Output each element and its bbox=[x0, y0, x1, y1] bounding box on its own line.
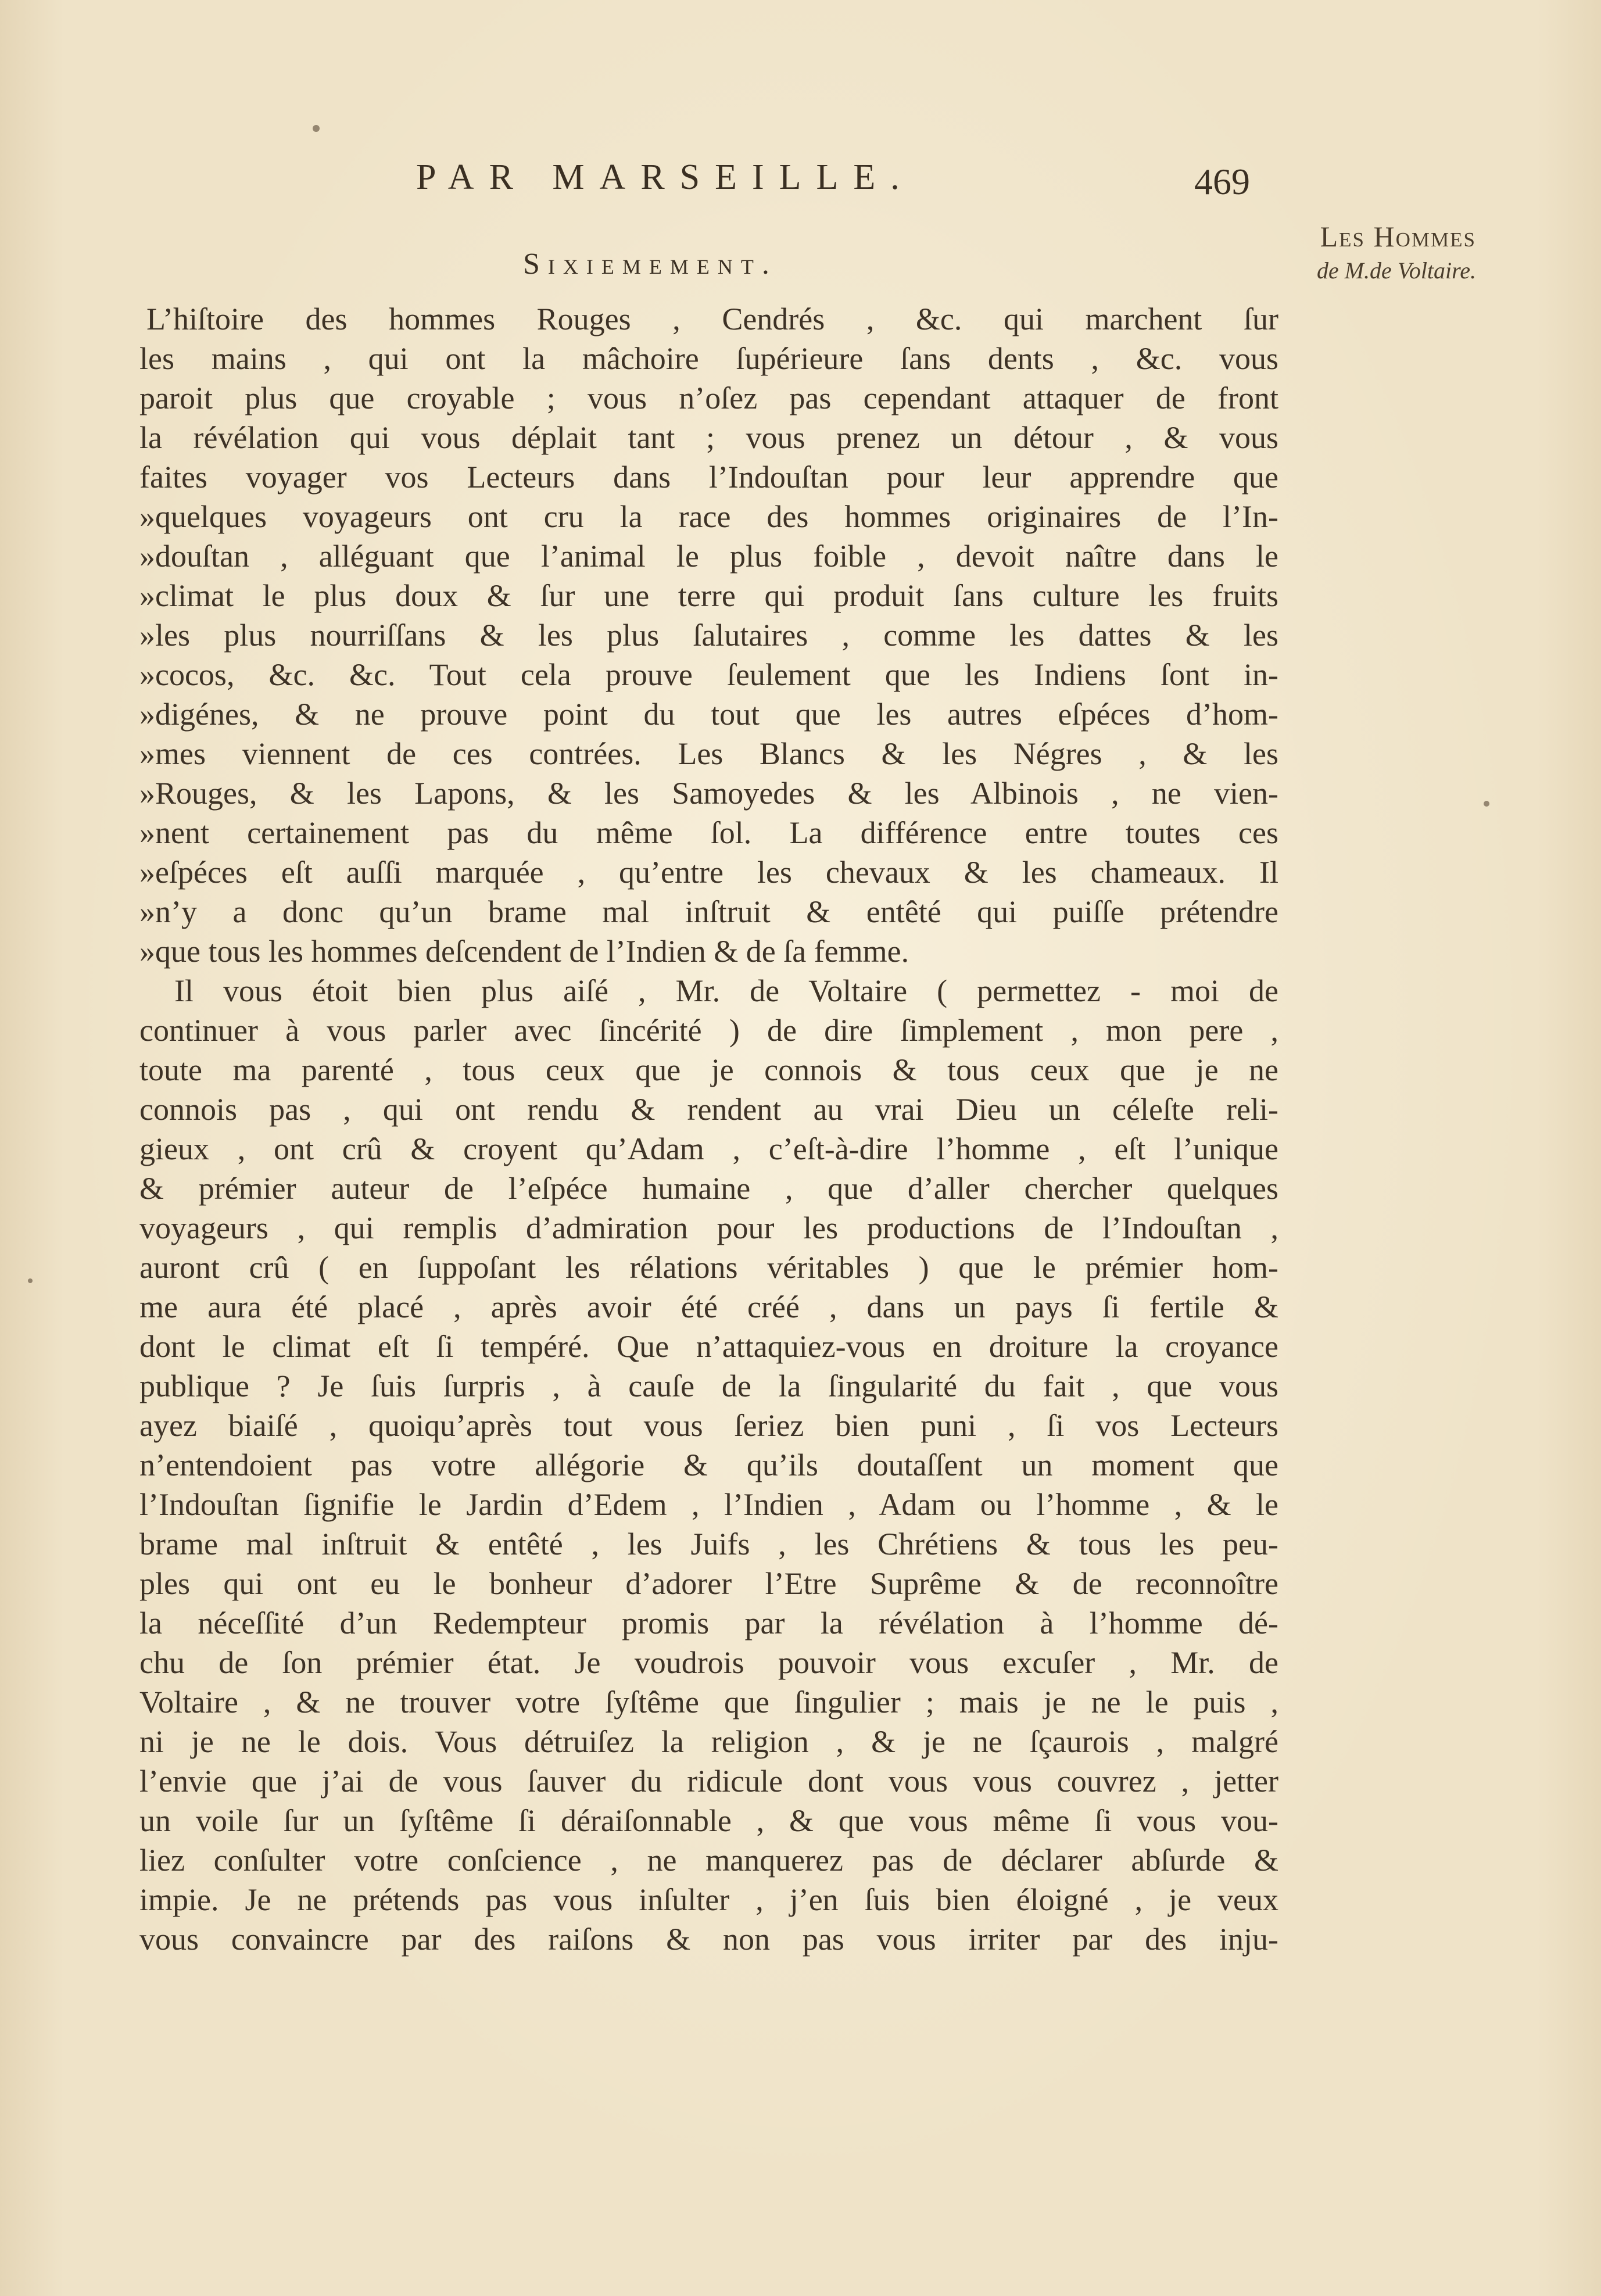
text-line: »eſpéces eſt auſſi marquée , qu’entre les chevaux & les chameaux. Il bbox=[139, 855, 1278, 890]
text-line: voyageurs , qui remplis d’admiration pour les productions de l’Indouſtan , bbox=[139, 1210, 1278, 1245]
page-number: 469 bbox=[1194, 161, 1250, 202]
margin-note bbox=[1270, 220, 1479, 284]
text-line: vous convaincre par des raiſons & non pas vous irriter par des inju- bbox=[139, 1922, 1278, 1957]
text-line: »les plus nourriſſans & les plus ſalutaires , comme les dattes & les bbox=[139, 618, 1278, 653]
section-heading: Sixiemement. bbox=[523, 248, 778, 281]
text-line: »digénes, & ne prouve point du tout que les autres eſpéces d’hom- bbox=[139, 697, 1278, 732]
text-line: ni je ne le dois. Vous détruiſez la religion , & je ne ſçaurois , malgré bbox=[139, 1724, 1278, 1759]
paper-speck bbox=[1484, 801, 1489, 807]
text-line: Voltaire , & ne trouver votre ſyſtême que ſingulier ; mais je ne le puis , bbox=[139, 1685, 1278, 1720]
text-line: Il vous étoit bien plus aiſé , Mr. de Voltaire ( permettez - moi de bbox=[174, 973, 1278, 1008]
text-line: »mes viennent de ces contrées. Les Blancs & les Négres , & les bbox=[139, 736, 1278, 771]
text-line: impie. Je ne prétends pas vous inſulter , j’en ſuis bien éloigné , je veux bbox=[139, 1882, 1278, 1917]
text-line: l’Indouſtan ſignifie le Jardin d’Edem , l’Indien , Adam ou l’homme , & le bbox=[139, 1487, 1278, 1522]
text-line: faites voyager vos Lecteurs dans l’Indouſtan pour leur apprendre que bbox=[139, 460, 1278, 495]
paper-speck bbox=[313, 125, 320, 132]
text-line: l’envie que j’ai de vous ſauver du ridicule dont vous vous couvrez , jetter bbox=[139, 1764, 1278, 1799]
running-head-title: PAR MARSEILLE. bbox=[416, 157, 915, 197]
text-line: »cocos, &c. &c. Tout cela prouve ſeulement que les Indiens ſont in- bbox=[139, 657, 1278, 692]
text-line: les mains , qui ont la mâchoire ſupérieure ſans dents , &c. vous bbox=[139, 341, 1278, 376]
text-line: »climat le plus doux & ſur une terre qui produit ſans culture les fruits bbox=[139, 578, 1278, 613]
text-line: me aura été placé , après avoir été créé , dans un pays ſi fertile & bbox=[139, 1290, 1278, 1324]
text-line: »douſtan , alléguant que l’animal le plus foible , devoit naître dans le bbox=[139, 539, 1278, 574]
text-line: la néceſſité d’un Redempteur promis par la révélation à l’homme dé- bbox=[139, 1606, 1278, 1640]
text-line: »n’y a donc qu’un brame mal inſtruit & entêté qui puiſſe prétendre bbox=[139, 894, 1278, 929]
text-line: publique ? Je ſuis ſurpris , à cauſe de la ſingularité du fait , que vous bbox=[139, 1369, 1278, 1403]
text-line: gieux , ont crû & croyent qu’Adam , c’eſt-à-dire l’homme , eſt l’unique bbox=[139, 1131, 1278, 1166]
text-line: »nent certainement pas du même ſol. La différence entre toutes ces bbox=[139, 815, 1278, 850]
text-line: continuer à vous parler avec ſincérité ) de dire ſimplement , mon pere , bbox=[139, 1013, 1278, 1048]
text-line: liez conſulter votre conſcience , ne manquerez pas de déclarer abſurde & bbox=[139, 1843, 1278, 1878]
text-line: brame mal inſtruit & entêté , les Juifs , les Chrétiens & tous les peu- bbox=[139, 1527, 1278, 1561]
text-line: dont le climat eſt ſi tempéré. Que n’attaquiez-vous en droiture la croyance bbox=[139, 1329, 1278, 1364]
text-line: la révélation qui vous déplait tant ; vous prenez un détour , & vous bbox=[139, 420, 1278, 455]
text-line: & prémier auteur de l’eſpéce humaine , que d’aller chercher quelques bbox=[139, 1171, 1278, 1206]
text-line: »Rouges, & les Lapons, & les Samoyedes & les Albinois , ne vien- bbox=[139, 776, 1278, 811]
text-line: n’entendoient pas votre allégorie & qu’ils doutaſſent un moment que bbox=[139, 1448, 1278, 1482]
text-line: chu de ſon prémier état. Je voudrois pouvoir vous excuſer , Mr. de bbox=[139, 1645, 1278, 1680]
text-line: ples qui ont eu le bonheur d’adorer l’Etre Suprême & de reconnoître bbox=[139, 1566, 1278, 1601]
text-line: un voile ſur un ſyſtême ſi déraiſonnable , & que vous même ſi vous vou- bbox=[139, 1803, 1278, 1838]
text-line: L’hiſtoire des hommes Rouges , Cendrés , &c. qui marchent ſur bbox=[146, 302, 1278, 336]
margin-note-line-2: de M.de Voltaire. bbox=[1316, 257, 1476, 284]
text-line: connois pas , qui ont rendu & rendent au vrai Dieu un céleſte reli- bbox=[139, 1092, 1278, 1127]
margin-note-line-1: Les Hommes bbox=[1320, 220, 1476, 253]
paper-speck bbox=[28, 1278, 33, 1283]
text-line: toute ma parenté , tous ceux que je connois & tous ceux que je ne bbox=[139, 1052, 1278, 1087]
text-line: paroit plus que croyable ; vous n’oſez pas cependant attaquer de front bbox=[139, 381, 1278, 415]
text-line: ayez biaiſé , quoiqu’après tout vous ſeriez bien puni , ſi vos Lecteurs bbox=[139, 1408, 1278, 1443]
body-text bbox=[139, 299, 1278, 1959]
text-line: auront crû ( en ſuppoſant les rélations véritables ) que le prémier hom- bbox=[139, 1250, 1278, 1285]
text-line: »que tous les hommes deſcendent de l’Indien & de ſa femme. bbox=[139, 934, 909, 969]
text-line: »quelques voyageurs ont cru la race des hommes originaires de l’In- bbox=[139, 499, 1278, 534]
